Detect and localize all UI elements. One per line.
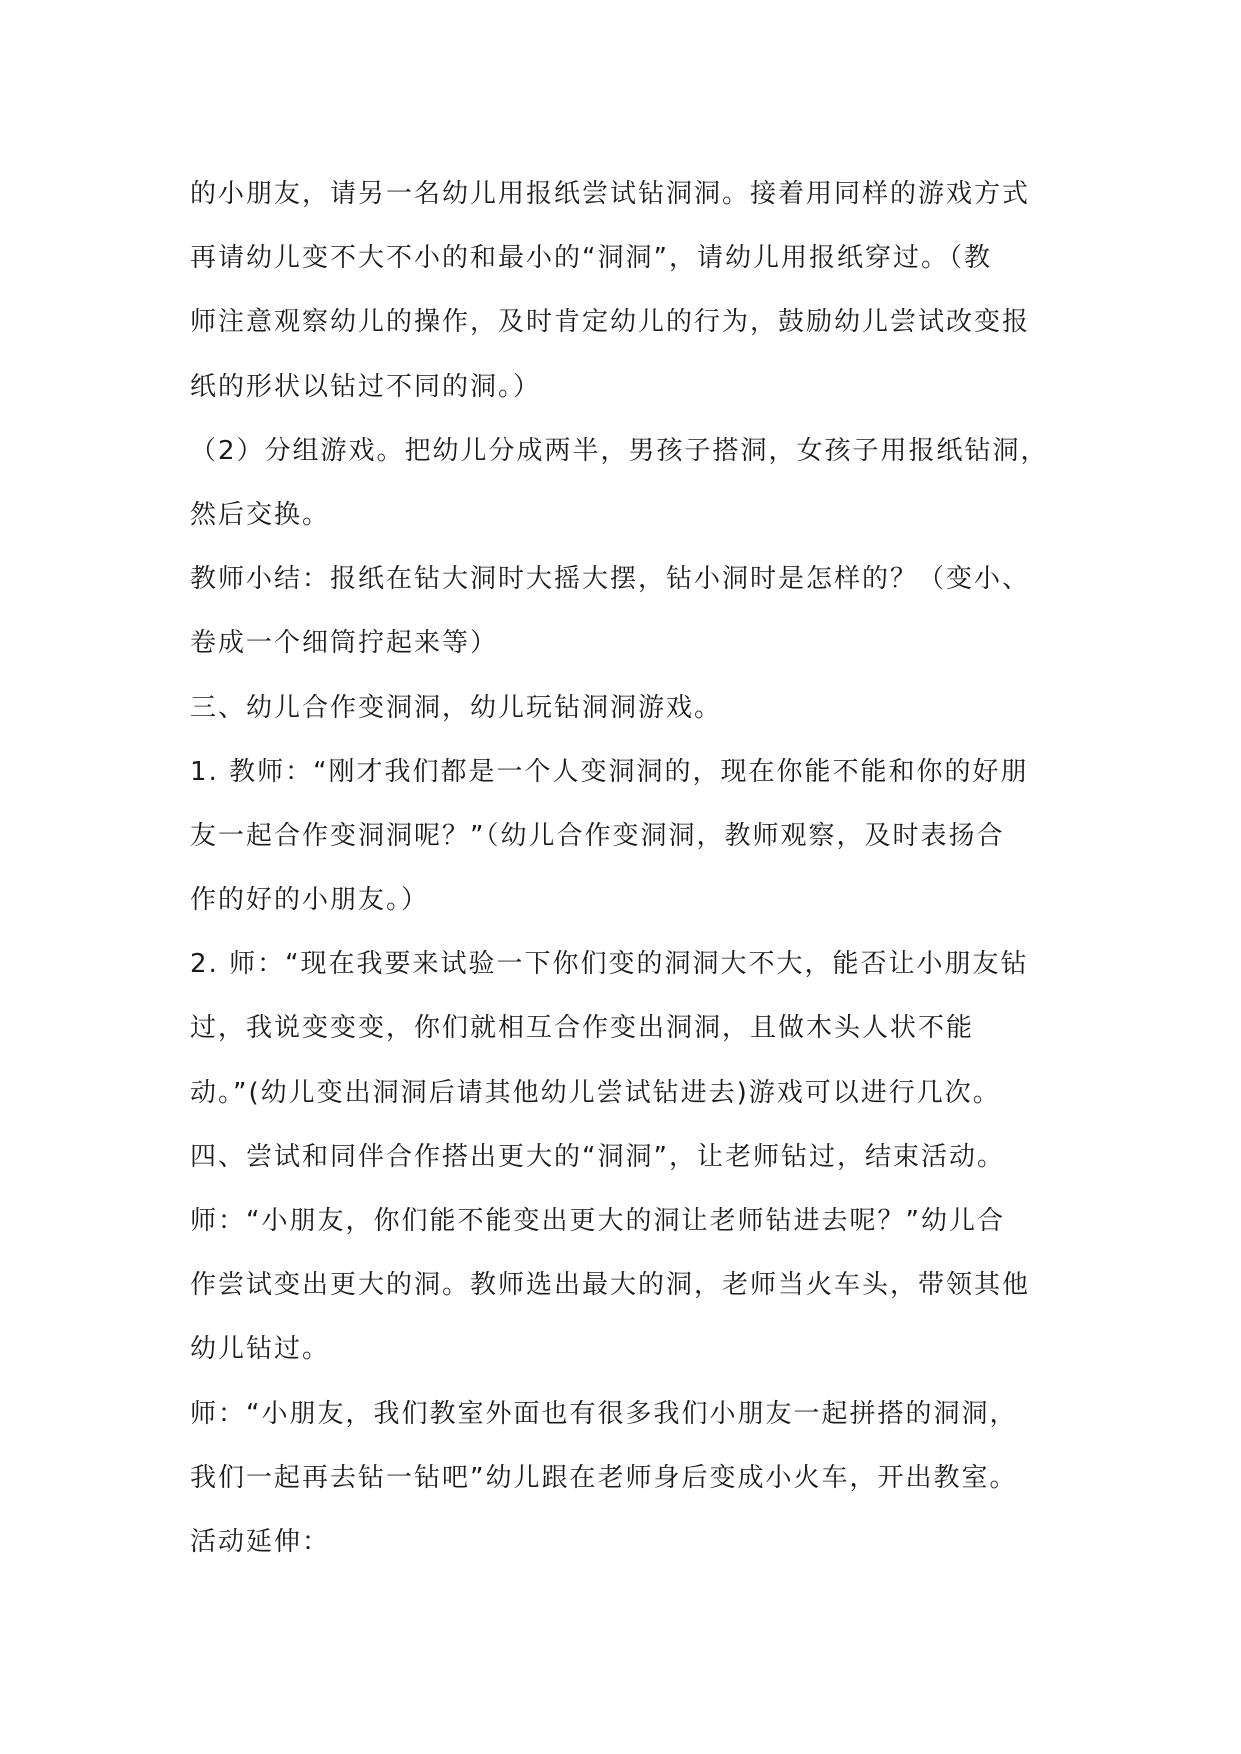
document-body [190,162,1070,1574]
text-line: 再请幼儿变不大不小的和最小的“洞洞”，请幼儿用报纸穿过。（教 [190,243,992,274]
text-line: 然后交换。 [190,499,331,530]
text-line: （2）分组游戏。把幼儿分成两半，男孩子搭洞，女孩子用报纸钻洞， [190,435,1049,466]
text-line: 2. 师：“现在我要来试验一下你们变的洞洞大不大，能否让小朋友钻 [190,949,1029,980]
text-line: 我们一起再去钻一钻吧”幼儿跟在老师身后变成小火车，开出教室。 [190,1462,1018,1493]
text-line: 1. 教师：“刚才我们都是一个人变洞洞的，现在你能不能和你的好朋 [190,756,1029,787]
text-line: 师注意观察幼儿的操作，及时肯定幼儿的行为，鼓励幼儿尝试改变报 [190,307,1031,338]
text-line: 动。”(幼儿变出洞洞后请其他幼儿尝试钻进去)游戏可以进行几次。 [190,1077,1001,1108]
text-line: 幼儿钻过。 [190,1334,331,1365]
text-line: 师：“小朋友，我们教室外面也有很多我们小朋友一起拼搭的洞洞， [190,1398,1018,1429]
text-line: 作的好的小朋友。） [190,885,430,916]
section-heading: 三、幼儿合作变洞洞，幼儿玩钻洞洞游戏。 [190,692,723,723]
text-line: 卷成一个细筒拧起来等） [190,628,499,659]
text-line: 作尝试变出更大的洞。教师选出最大的洞，老师当火车头，带领其他 [190,1270,1031,1301]
text-line: 教师小结：报纸在钻大洞时大摇大摆，钻小洞时是怎样的？（变小、 [190,564,1031,595]
section-heading: 活动延伸： [190,1526,331,1557]
text-line: 的小朋友，请另一名幼儿用报纸尝试钻洞洞。接着用同样的游戏方式 [190,179,1031,209]
text-line: 师：“小朋友，你们能不能变出更大的洞让老师钻进去呢？”幼儿合 [190,1206,1005,1236]
text-line: 纸的形状以钻过不同的洞。） [190,371,542,402]
text-line: 过，我说变变变，你们就相互合作变出洞洞，且做木头人状不能 [190,1013,975,1044]
text-line: 友一起合作变洞洞呢？”（幼儿合作变洞洞，教师观察，及时表扬合 [190,820,1005,851]
section-heading: 四、尝试和同伴合作搭出更大的“洞洞”，让老师钻过，结束活动。 [190,1141,1005,1172]
